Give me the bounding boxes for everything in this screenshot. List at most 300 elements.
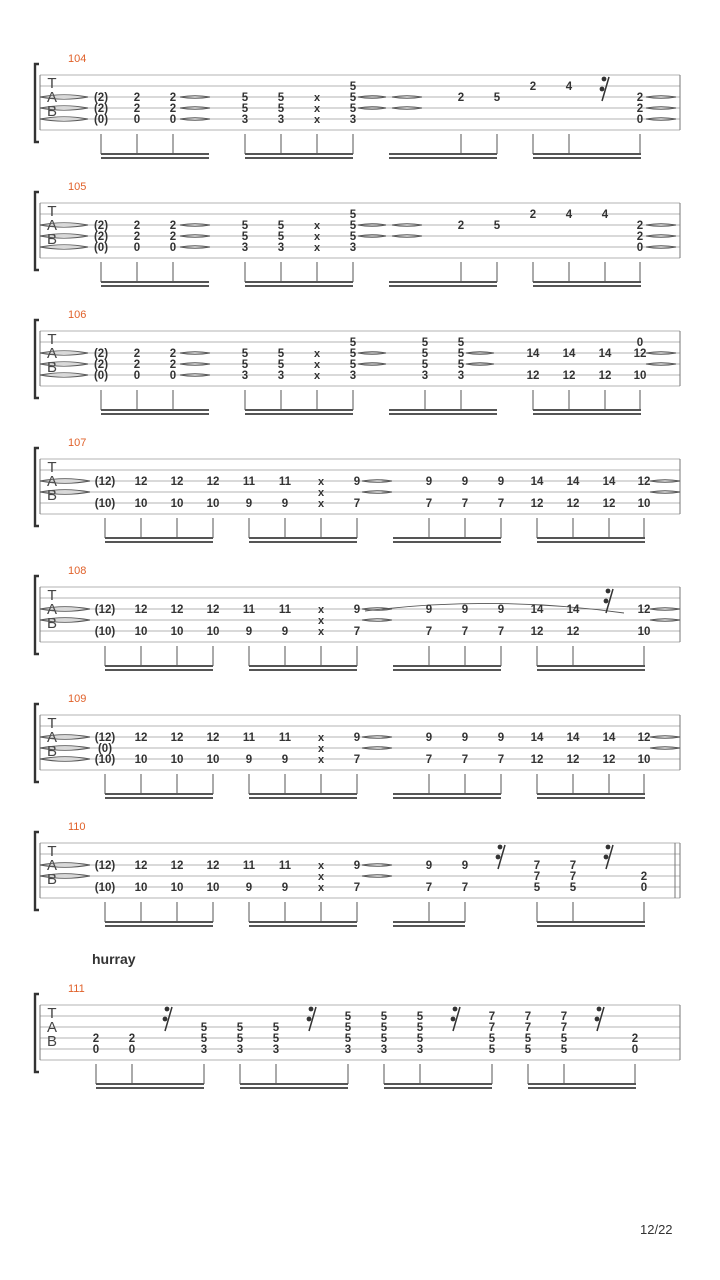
fret-number: 14: [562, 348, 576, 360]
fret-number: 5: [241, 231, 249, 243]
fret-number: 7: [488, 1011, 496, 1023]
dead-note: x: [317, 626, 325, 638]
fret-number: 9: [461, 476, 469, 488]
fret-number: 5: [457, 337, 465, 349]
fret-number: 9: [281, 754, 289, 766]
fret-number: 12: [206, 604, 220, 616]
fret-number: 3: [277, 242, 285, 254]
tab-clef-letter: T: [47, 587, 57, 604]
fret-number: 5: [488, 1033, 496, 1045]
fret-number: 11: [242, 860, 256, 872]
dead-note: x: [317, 882, 325, 894]
fret-number: 10: [637, 626, 651, 638]
fret-number: 9: [245, 626, 253, 638]
fret-number: (2): [93, 231, 109, 243]
dead-note: x: [313, 242, 321, 254]
tab-clef-letter: T: [47, 75, 57, 92]
fret-number: 0: [636, 337, 644, 349]
fret-number: 9: [425, 860, 433, 872]
fret-number: 7: [461, 498, 469, 510]
fret-number: 12: [170, 860, 184, 872]
slide-line: [365, 603, 624, 613]
fret-number: 10: [637, 498, 651, 510]
fret-number: (12): [94, 860, 116, 872]
fret-number: 10: [206, 754, 220, 766]
fret-number: (10): [94, 626, 116, 638]
sixteenth-rest-flag: [604, 855, 609, 860]
fret-number: 5: [344, 1022, 352, 1034]
fret-number: (12): [94, 732, 116, 744]
tab-clef-letter: T: [47, 331, 57, 348]
bar-number: 106: [68, 309, 87, 321]
tab-clef-letter: A: [46, 729, 58, 746]
fret-number: 9: [425, 476, 433, 488]
fret-number: 11: [242, 476, 256, 488]
fret-number: 7: [461, 754, 469, 766]
fret-number: 12: [562, 370, 576, 382]
dead-note: x: [313, 220, 321, 232]
fret-number: (0): [93, 114, 109, 126]
fret-number: 2: [133, 103, 141, 115]
fret-number: 9: [353, 604, 361, 616]
fret-number: 7: [461, 882, 469, 894]
tab-clef-letter: B: [46, 359, 58, 376]
fret-number: 5: [277, 348, 285, 360]
tab-system: [35, 821, 680, 926]
system-bracket: [35, 192, 39, 270]
fret-number: 5: [344, 1033, 352, 1045]
fret-number: 7: [560, 1022, 568, 1034]
fret-number: 12: [602, 754, 616, 766]
tab-clef-letter: A: [46, 473, 58, 490]
fret-number: 9: [245, 754, 253, 766]
fret-number: 3: [236, 1044, 244, 1056]
fret-number: (0): [93, 370, 109, 382]
tab-system: [35, 437, 680, 542]
fret-number: 5: [241, 92, 249, 104]
fret-number: 3: [349, 242, 357, 254]
fret-number: 2: [636, 103, 644, 115]
fret-number: 5: [277, 92, 285, 104]
bar-number: 111: [68, 983, 85, 995]
tab-clef-letter: T: [47, 1005, 57, 1022]
fret-number: 9: [425, 604, 433, 616]
fret-number: (10): [94, 498, 116, 510]
fret-number: 5: [457, 348, 465, 360]
sixteenth-rest-flag: [604, 599, 609, 604]
fret-number: 5: [200, 1022, 208, 1034]
fret-number: 12: [134, 860, 148, 872]
tab-clef-letter: B: [46, 615, 58, 632]
dead-note: x: [317, 487, 325, 499]
fret-number: 0: [169, 242, 177, 254]
fret-number: 2: [133, 359, 141, 371]
fret-number: 9: [461, 732, 469, 744]
fret-number: 3: [349, 370, 357, 382]
fret-number: 11: [278, 604, 292, 616]
fret-number: 12: [637, 604, 651, 616]
fret-number: 11: [278, 860, 292, 872]
fret-number: 2: [457, 220, 465, 232]
fret-number: 2: [128, 1033, 136, 1045]
tab-clef-letter: B: [46, 743, 58, 760]
fret-number: 14: [566, 476, 580, 488]
fret-number: 7: [533, 860, 541, 872]
fret-number: 10: [170, 754, 184, 766]
fret-number: 5: [272, 1022, 280, 1034]
fret-number: 7: [353, 626, 361, 638]
fret-number: 2: [631, 1033, 639, 1045]
tab-system: [35, 309, 680, 414]
fret-number: 12: [206, 860, 220, 872]
fret-number: 12: [206, 732, 220, 744]
fret-number: 9: [497, 476, 505, 488]
dead-note: x: [317, 860, 325, 872]
fret-number: (0): [93, 242, 109, 254]
sixteenth-rest-flag: [309, 1007, 314, 1012]
bar-number: 107: [68, 437, 87, 449]
fret-number: 7: [425, 626, 433, 638]
fret-number: 10: [134, 754, 148, 766]
tab-clef-letter: B: [46, 871, 58, 888]
fret-number: 12: [530, 626, 544, 638]
fret-number: 12: [170, 476, 184, 488]
tab-clef-letter: T: [47, 715, 57, 732]
hurray-annotation: hurray: [92, 951, 136, 967]
fret-number: 11: [242, 732, 256, 744]
fret-number: 4: [565, 81, 573, 93]
tab-clef-letter: A: [46, 1019, 58, 1036]
fret-number: 2: [636, 220, 644, 232]
fret-number: 5: [236, 1033, 244, 1045]
sixteenth-rest-flag: [606, 845, 611, 850]
fret-number: (2): [93, 348, 109, 360]
fret-number: 10: [633, 370, 647, 382]
fret-number: 0: [128, 1044, 136, 1056]
fret-number: 2: [169, 92, 177, 104]
fret-number: 12: [134, 476, 148, 488]
fret-number: 3: [416, 1044, 424, 1056]
bar-number: 108: [68, 565, 87, 577]
fret-number: 14: [602, 732, 616, 744]
fret-number: 4: [601, 209, 609, 221]
fret-number: 5: [569, 882, 577, 894]
fret-number: (10): [94, 754, 116, 766]
fret-number: 10: [134, 626, 148, 638]
fret-number: 0: [133, 242, 141, 254]
fret-number: 7: [497, 626, 505, 638]
fret-number: 0: [636, 114, 644, 126]
fret-number: 12: [602, 498, 616, 510]
fret-number: 5: [241, 103, 249, 115]
fret-number: 5: [277, 231, 285, 243]
bar-number: 105: [68, 181, 87, 193]
fret-number: 0: [169, 370, 177, 382]
fret-number: 9: [497, 732, 505, 744]
tab-clef-letter: A: [46, 345, 58, 362]
fret-number: 7: [524, 1011, 532, 1023]
fret-number: 5: [241, 359, 249, 371]
bar-number: 109: [68, 693, 87, 705]
fret-number: (10): [94, 882, 116, 894]
fret-number: 14: [566, 604, 580, 616]
fret-number: 9: [461, 604, 469, 616]
fret-number: 5: [524, 1044, 532, 1056]
tab-system: [35, 53, 680, 158]
fret-number: 7: [353, 754, 361, 766]
dead-note: x: [313, 370, 321, 382]
fret-number: 0: [92, 1044, 100, 1056]
fret-number: 3: [272, 1044, 280, 1056]
fret-number: 2: [529, 81, 537, 93]
fret-number: 5: [349, 92, 357, 104]
fret-number: 11: [242, 604, 256, 616]
fret-number: 7: [560, 1011, 568, 1023]
fret-number: 5: [241, 220, 249, 232]
fret-number: 5: [421, 348, 429, 360]
fret-number: 9: [281, 882, 289, 894]
fret-number: 14: [530, 476, 544, 488]
fret-number: 3: [241, 114, 249, 126]
dead-note: x: [317, 743, 325, 755]
fret-number: 7: [569, 860, 577, 872]
fret-number: 12: [566, 498, 580, 510]
fret-number: 7: [425, 498, 433, 510]
dead-note: x: [313, 348, 321, 360]
fret-number: 7: [569, 871, 577, 883]
fret-number: 5: [524, 1033, 532, 1045]
page-number: 12/22: [640, 1222, 673, 1237]
fret-number: 5: [560, 1033, 568, 1045]
sixteenth-rest-flag: [496, 855, 501, 860]
fret-number: 12: [526, 370, 540, 382]
fret-number: 5: [344, 1011, 352, 1023]
fret-number: 10: [206, 626, 220, 638]
sixteenth-rest-flag: [453, 1007, 458, 1012]
fret-number: 3: [241, 370, 249, 382]
tab-clef-letter: A: [46, 857, 58, 874]
sixteenth-rest-flag: [307, 1017, 312, 1022]
fret-number: 3: [277, 114, 285, 126]
fret-number: 0: [133, 114, 141, 126]
fret-number: 5: [236, 1022, 244, 1034]
fret-number: 2: [169, 348, 177, 360]
fret-number: (2): [93, 92, 109, 104]
fret-number: 12: [633, 348, 647, 360]
system-bracket: [35, 448, 39, 526]
fret-number: 5: [380, 1011, 388, 1023]
sixteenth-rest-flag: [597, 1007, 602, 1012]
fret-number: (12): [94, 604, 116, 616]
dead-note: x: [313, 92, 321, 104]
fret-number: 3: [421, 370, 429, 382]
fret-number: 3: [241, 242, 249, 254]
dead-note: x: [313, 114, 321, 126]
fret-number: 5: [416, 1022, 424, 1034]
fret-number: 10: [134, 498, 148, 510]
fret-number: 7: [425, 882, 433, 894]
fret-number: 5: [200, 1033, 208, 1045]
fret-number: 12: [170, 604, 184, 616]
dead-note: x: [317, 871, 325, 883]
fret-number: 12: [134, 732, 148, 744]
fret-number: (12): [94, 476, 116, 488]
fret-number: 0: [636, 242, 644, 254]
fret-number: 9: [497, 604, 505, 616]
system-bracket: [35, 994, 39, 1072]
fret-number: 5: [349, 209, 357, 221]
fret-number: 2: [457, 92, 465, 104]
system-bracket: [35, 320, 39, 398]
fret-number: 5: [380, 1033, 388, 1045]
fret-number: 5: [533, 882, 541, 894]
system-bracket: [35, 64, 39, 142]
fret-number: 5: [277, 220, 285, 232]
fret-number: 11: [278, 476, 292, 488]
fret-number: 9: [353, 732, 361, 744]
fret-number: 5: [560, 1044, 568, 1056]
fret-number: 5: [416, 1011, 424, 1023]
fret-number: 3: [349, 114, 357, 126]
fret-number: 12: [134, 604, 148, 616]
fret-number: 5: [421, 337, 429, 349]
sixteenth-rest-flag: [600, 87, 605, 92]
fret-number: 5: [380, 1022, 388, 1034]
fret-number: 9: [425, 732, 433, 744]
tab-system: [35, 693, 680, 798]
fret-number: 3: [200, 1044, 208, 1056]
fret-number: 7: [353, 882, 361, 894]
fret-number: 14: [530, 732, 544, 744]
fret-number: 5: [241, 348, 249, 360]
fret-number: 5: [272, 1033, 280, 1045]
fret-number: 7: [524, 1022, 532, 1034]
fret-number: 14: [598, 348, 612, 360]
fret-number: (2): [93, 359, 109, 371]
tab-clef-letter: T: [47, 459, 57, 476]
fret-number: 7: [353, 498, 361, 510]
system-bracket: [35, 832, 39, 910]
fret-number: 2: [169, 359, 177, 371]
fret-number: 3: [344, 1044, 352, 1056]
fret-number: 11: [278, 732, 292, 744]
fret-number: 9: [353, 860, 361, 872]
fret-number: 2: [133, 220, 141, 232]
fret-number: 9: [353, 476, 361, 488]
fret-number: 10: [206, 498, 220, 510]
tab-clef-letter: B: [46, 103, 58, 120]
fret-number: 14: [602, 476, 616, 488]
dead-note: x: [313, 231, 321, 243]
fret-number: 5: [349, 359, 357, 371]
fret-number: 12: [170, 732, 184, 744]
tab-system: [35, 565, 680, 670]
fret-number: 14: [530, 604, 544, 616]
fret-number: 2: [133, 348, 141, 360]
fret-number: 7: [497, 754, 505, 766]
fret-number: 2: [133, 231, 141, 243]
tab-system: [35, 181, 680, 286]
fret-number: 5: [457, 359, 465, 371]
fret-number: 4: [565, 209, 573, 221]
fret-number: 5: [349, 81, 357, 93]
fret-number: 9: [245, 498, 253, 510]
sixteenth-rest-flag: [602, 77, 607, 82]
fret-number: 5: [421, 359, 429, 371]
fret-number: 2: [92, 1033, 100, 1045]
fret-number: 9: [281, 498, 289, 510]
dead-note: x: [313, 359, 321, 371]
fret-number: 5: [416, 1033, 424, 1045]
dead-note: x: [313, 103, 321, 115]
tab-clef-letter: A: [46, 89, 58, 106]
tab-system: [35, 983, 680, 1088]
fret-number: (2): [93, 220, 109, 232]
bar-number: 110: [68, 821, 86, 833]
fret-number: 9: [461, 860, 469, 872]
fret-number: 3: [380, 1044, 388, 1056]
fret-number: 5: [277, 359, 285, 371]
fret-number: 10: [170, 498, 184, 510]
fret-number: 12: [530, 498, 544, 510]
tab-clef-letter: B: [46, 487, 58, 504]
sixteenth-rest-flag: [165, 1007, 170, 1012]
fret-number: 12: [530, 754, 544, 766]
fret-number: (2): [93, 103, 109, 115]
fret-number: 0: [631, 1044, 639, 1056]
sixteenth-rest-flag: [498, 845, 503, 850]
fret-number: 12: [598, 370, 612, 382]
dead-note: x: [317, 615, 325, 627]
dead-note: x: [317, 754, 325, 766]
fret-number: (0): [97, 743, 113, 755]
sixteenth-rest-flag: [595, 1017, 600, 1022]
sixteenth-rest-flag: [163, 1017, 168, 1022]
fret-number: 3: [457, 370, 465, 382]
system-bracket: [35, 704, 39, 782]
fret-number: 2: [529, 209, 537, 221]
tab-clef-letter: A: [46, 217, 58, 234]
tab-clef-letter: B: [46, 231, 58, 248]
fret-number: 9: [281, 626, 289, 638]
fret-number: 7: [533, 871, 541, 883]
fret-number: 2: [169, 231, 177, 243]
fret-number: 10: [170, 882, 184, 894]
fret-number: 7: [425, 754, 433, 766]
tab-clef-letter: A: [46, 601, 58, 618]
fret-number: 12: [566, 754, 580, 766]
tab-clef-letter: T: [47, 843, 57, 860]
tab-clef-letter: T: [47, 203, 57, 220]
fret-number: 0: [640, 882, 648, 894]
dead-note: x: [317, 732, 325, 744]
fret-number: 2: [169, 220, 177, 232]
fret-number: 2: [636, 231, 644, 243]
fret-number: 10: [170, 626, 184, 638]
fret-number: 12: [206, 476, 220, 488]
fret-number: 2: [640, 871, 648, 883]
fret-number: 5: [277, 103, 285, 115]
fret-number: 7: [488, 1022, 496, 1034]
sixteenth-rest-flag: [606, 589, 611, 594]
fret-number: 12: [637, 476, 651, 488]
fret-number: 0: [169, 114, 177, 126]
tab-clef-letter: B: [46, 1033, 58, 1050]
sixteenth-rest-flag: [451, 1017, 456, 1022]
fret-number: 7: [497, 498, 505, 510]
system-bracket: [35, 576, 39, 654]
bar-number: 104: [68, 53, 87, 65]
